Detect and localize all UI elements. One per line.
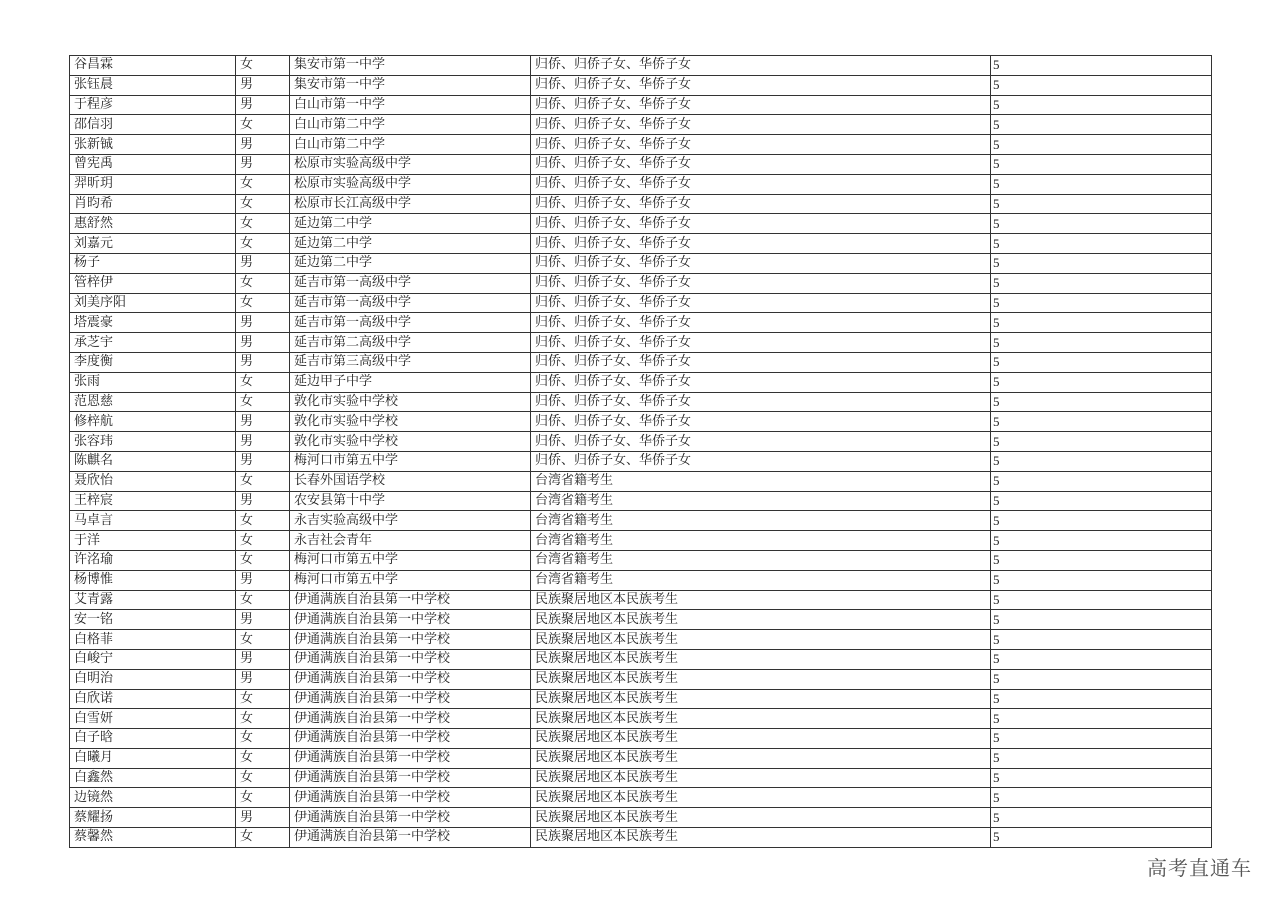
gender-cell: 女 <box>236 392 290 412</box>
name-cell: 塔震豪 <box>70 313 236 333</box>
school-cell: 伊通满族自治县第一中学校 <box>290 808 531 828</box>
table-row <box>70 768 1212 788</box>
school-cell: 伊通满族自治县第一中学校 <box>290 590 531 610</box>
name-cell: 艾青露 <box>70 590 236 610</box>
table-row <box>70 689 1212 709</box>
table-row <box>70 412 1212 432</box>
score-cell: 5 <box>991 352 1212 372</box>
gender-cell: 男 <box>236 313 290 333</box>
category-cell: 民族聚居地区本民族考生 <box>531 729 991 749</box>
score-cell: 5 <box>991 570 1212 590</box>
gender-cell: 女 <box>236 788 290 808</box>
school-cell: 集安市第一中学 <box>290 75 531 95</box>
gender-cell: 女 <box>236 828 290 848</box>
category-cell: 归侨、归侨子女、华侨子女 <box>531 372 991 392</box>
school-cell: 敦化市实验中学校 <box>290 412 531 432</box>
name-cell: 白峻宁 <box>70 649 236 669</box>
name-cell: 许洺瑜 <box>70 550 236 570</box>
school-cell: 延边第二中学 <box>290 214 531 234</box>
table-row <box>70 194 1212 214</box>
school-cell: 延吉市第一高级中学 <box>290 313 531 333</box>
table-row <box>70 333 1212 353</box>
school-cell: 伊通满族自治县第一中学校 <box>290 768 531 788</box>
category-cell: 民族聚居地区本民族考生 <box>531 649 991 669</box>
name-cell: 聂欣怡 <box>70 471 236 491</box>
name-cell: 曾宪禹 <box>70 154 236 174</box>
score-cell: 5 <box>991 313 1212 333</box>
school-cell: 白山市第二中学 <box>290 135 531 155</box>
gender-cell: 女 <box>236 531 290 551</box>
category-cell: 归侨、归侨子女、华侨子女 <box>531 234 991 254</box>
school-cell: 伊通满族自治县第一中学校 <box>290 748 531 768</box>
score-cell: 5 <box>991 194 1212 214</box>
table-row <box>70 214 1212 234</box>
gender-cell: 女 <box>236 214 290 234</box>
name-cell: 张新铖 <box>70 135 236 155</box>
name-cell: 白格菲 <box>70 630 236 650</box>
category-cell: 台湾省籍考生 <box>531 491 991 511</box>
category-cell: 归侨、归侨子女、华侨子女 <box>531 56 991 76</box>
gender-cell: 男 <box>236 333 290 353</box>
school-cell: 敦化市实验中学校 <box>290 392 531 412</box>
category-cell: 民族聚居地区本民族考生 <box>531 709 991 729</box>
school-cell: 延边甲子中学 <box>290 372 531 392</box>
name-cell: 于洋 <box>70 531 236 551</box>
name-cell: 白雪妍 <box>70 709 236 729</box>
table-row <box>70 313 1212 333</box>
table-row <box>70 669 1212 689</box>
school-cell: 延边第二中学 <box>290 234 531 254</box>
name-cell: 刘美序阳 <box>70 293 236 313</box>
school-cell: 伊通满族自治县第一中学校 <box>290 788 531 808</box>
school-cell: 延边第二中学 <box>290 253 531 273</box>
name-cell: 杨子 <box>70 253 236 273</box>
name-cell: 安一铭 <box>70 610 236 630</box>
gender-cell: 女 <box>236 174 290 194</box>
school-cell: 伊通满族自治县第一中学校 <box>290 630 531 650</box>
gender-cell: 女 <box>236 372 290 392</box>
category-cell: 归侨、归侨子女、华侨子女 <box>531 75 991 95</box>
category-cell: 归侨、归侨子女、华侨子女 <box>531 293 991 313</box>
name-cell: 边镜然 <box>70 788 236 808</box>
school-cell: 伊通满族自治县第一中学校 <box>290 689 531 709</box>
name-cell: 李度衡 <box>70 352 236 372</box>
gender-cell: 女 <box>236 689 290 709</box>
category-cell: 归侨、归侨子女、华侨子女 <box>531 432 991 452</box>
table-row <box>70 511 1212 531</box>
score-cell: 5 <box>991 214 1212 234</box>
table-row <box>70 115 1212 135</box>
table-row <box>70 709 1212 729</box>
table-row <box>70 432 1212 452</box>
gender-cell: 男 <box>236 95 290 115</box>
gender-cell: 女 <box>236 768 290 788</box>
score-cell: 5 <box>991 610 1212 630</box>
gender-cell: 男 <box>236 412 290 432</box>
table-row <box>70 748 1212 768</box>
name-cell: 邵信羽 <box>70 115 236 135</box>
school-cell: 长春外国语学校 <box>290 471 531 491</box>
name-cell: 张钰晨 <box>70 75 236 95</box>
school-cell: 伊通满族自治县第一中学校 <box>290 669 531 689</box>
gender-cell: 女 <box>236 234 290 254</box>
category-cell: 归侨、归侨子女、华侨子女 <box>531 451 991 471</box>
gender-cell: 男 <box>236 451 290 471</box>
gender-cell: 男 <box>236 491 290 511</box>
gender-cell: 男 <box>236 154 290 174</box>
school-cell: 白山市第一中学 <box>290 95 531 115</box>
school-cell: 集安市第一中学 <box>290 56 531 76</box>
score-cell: 5 <box>991 135 1212 155</box>
category-cell: 民族聚居地区本民族考生 <box>531 768 991 788</box>
gender-cell: 女 <box>236 273 290 293</box>
gender-cell: 女 <box>236 56 290 76</box>
gender-cell: 女 <box>236 630 290 650</box>
score-cell: 5 <box>991 392 1212 412</box>
category-cell: 归侨、归侨子女、华侨子女 <box>531 174 991 194</box>
score-cell: 5 <box>991 689 1212 709</box>
category-cell: 民族聚居地区本民族考生 <box>531 630 991 650</box>
score-cell: 5 <box>991 669 1212 689</box>
name-cell: 白子晗 <box>70 729 236 749</box>
gender-cell: 男 <box>236 253 290 273</box>
school-cell: 延吉市第一高级中学 <box>290 293 531 313</box>
gender-cell: 女 <box>236 194 290 214</box>
score-cell: 5 <box>991 75 1212 95</box>
category-cell: 民族聚居地区本民族考生 <box>531 748 991 768</box>
gender-cell: 女 <box>236 471 290 491</box>
school-cell: 伊通满族自治县第一中学校 <box>290 709 531 729</box>
school-cell: 敦化市实验中学校 <box>290 432 531 452</box>
score-cell: 5 <box>991 828 1212 848</box>
school-cell: 永吉社会青年 <box>290 531 531 551</box>
table-row <box>70 729 1212 749</box>
school-cell: 梅河口市第五中学 <box>290 570 531 590</box>
name-cell: 于程彦 <box>70 95 236 115</box>
school-cell: 梅河口市第五中学 <box>290 550 531 570</box>
category-cell: 归侨、归侨子女、华侨子女 <box>531 273 991 293</box>
table-row <box>70 293 1212 313</box>
category-cell: 民族聚居地区本民族考生 <box>531 808 991 828</box>
name-cell: 杨博惟 <box>70 570 236 590</box>
table-row <box>70 154 1212 174</box>
table-row <box>70 352 1212 372</box>
score-cell: 5 <box>991 154 1212 174</box>
candidate-table-body <box>70 56 1212 848</box>
category-cell: 归侨、归侨子女、华侨子女 <box>531 392 991 412</box>
score-cell: 5 <box>991 630 1212 650</box>
gender-cell: 女 <box>236 115 290 135</box>
gender-cell: 男 <box>236 432 290 452</box>
table-row <box>70 630 1212 650</box>
table-row <box>70 253 1212 273</box>
name-cell: 刘嘉元 <box>70 234 236 254</box>
school-cell: 伊通满族自治县第一中学校 <box>290 610 531 630</box>
watermark-text: 高考直通车 <box>1147 856 1252 880</box>
name-cell: 张雨 <box>70 372 236 392</box>
name-cell: 蔡耀扬 <box>70 808 236 828</box>
table-row <box>70 392 1212 412</box>
table-row <box>70 273 1212 293</box>
score-cell: 5 <box>991 372 1212 392</box>
category-cell: 归侨、归侨子女、华侨子女 <box>531 135 991 155</box>
gender-cell: 男 <box>236 610 290 630</box>
table-row <box>70 135 1212 155</box>
category-cell: 归侨、归侨子女、华侨子女 <box>531 412 991 432</box>
table-row <box>70 649 1212 669</box>
category-cell: 民族聚居地区本民族考生 <box>531 828 991 848</box>
school-cell: 延吉市第二高级中学 <box>290 333 531 353</box>
name-cell: 羿昕玥 <box>70 174 236 194</box>
gender-cell: 女 <box>236 293 290 313</box>
category-cell: 归侨、归侨子女、华侨子女 <box>531 194 991 214</box>
name-cell: 蔡馨然 <box>70 828 236 848</box>
category-cell: 归侨、归侨子女、华侨子女 <box>531 253 991 273</box>
category-cell: 民族聚居地区本民族考生 <box>531 788 991 808</box>
score-cell: 5 <box>991 253 1212 273</box>
score-cell: 5 <box>991 234 1212 254</box>
table-row <box>70 570 1212 590</box>
school-cell: 松原市实验高级中学 <box>290 154 531 174</box>
category-cell: 台湾省籍考生 <box>531 511 991 531</box>
category-cell: 归侨、归侨子女、华侨子女 <box>531 154 991 174</box>
school-cell: 伊通满族自治县第一中学校 <box>290 729 531 749</box>
score-cell: 5 <box>991 333 1212 353</box>
school-cell: 延吉市第三高级中学 <box>290 352 531 372</box>
school-cell: 永吉实验高级中学 <box>290 511 531 531</box>
table-row <box>70 234 1212 254</box>
score-cell: 5 <box>991 550 1212 570</box>
school-cell: 梅河口市第五中学 <box>290 451 531 471</box>
category-cell: 归侨、归侨子女、华侨子女 <box>531 352 991 372</box>
category-cell: 台湾省籍考生 <box>531 531 991 551</box>
score-cell: 5 <box>991 273 1212 293</box>
name-cell: 承芝宇 <box>70 333 236 353</box>
score-cell: 5 <box>991 412 1212 432</box>
name-cell: 惠舒然 <box>70 214 236 234</box>
candidate-table <box>69 55 1212 848</box>
score-cell: 5 <box>991 590 1212 610</box>
score-cell: 5 <box>991 95 1212 115</box>
gender-cell: 女 <box>236 590 290 610</box>
name-cell: 管梓伊 <box>70 273 236 293</box>
gender-cell: 女 <box>236 511 290 531</box>
table-row <box>70 451 1212 471</box>
gender-cell: 女 <box>236 709 290 729</box>
score-cell: 5 <box>991 174 1212 194</box>
category-cell: 台湾省籍考生 <box>531 471 991 491</box>
category-cell: 台湾省籍考生 <box>531 550 991 570</box>
table-row <box>70 590 1212 610</box>
score-cell: 5 <box>991 471 1212 491</box>
gender-cell: 女 <box>236 748 290 768</box>
category-cell: 归侨、归侨子女、华侨子女 <box>531 333 991 353</box>
name-cell: 修梓航 <box>70 412 236 432</box>
category-cell: 归侨、归侨子女、华侨子女 <box>531 214 991 234</box>
score-cell: 5 <box>991 808 1212 828</box>
table-row <box>70 491 1212 511</box>
table-row <box>70 808 1212 828</box>
score-cell: 5 <box>991 768 1212 788</box>
table-row <box>70 788 1212 808</box>
table-row <box>70 550 1212 570</box>
table-row <box>70 95 1212 115</box>
table-row <box>70 56 1212 76</box>
table-row <box>70 828 1212 848</box>
score-cell: 5 <box>991 293 1212 313</box>
table-row <box>70 610 1212 630</box>
score-cell: 5 <box>991 788 1212 808</box>
score-cell: 5 <box>991 491 1212 511</box>
name-cell: 白欣诺 <box>70 689 236 709</box>
score-cell: 5 <box>991 451 1212 471</box>
name-cell: 张容玮 <box>70 432 236 452</box>
table-row <box>70 471 1212 491</box>
score-cell: 5 <box>991 729 1212 749</box>
category-cell: 归侨、归侨子女、华侨子女 <box>531 95 991 115</box>
score-cell: 5 <box>991 56 1212 76</box>
gender-cell: 男 <box>236 570 290 590</box>
name-cell: 白曦月 <box>70 748 236 768</box>
gender-cell: 男 <box>236 352 290 372</box>
table-row <box>70 372 1212 392</box>
category-cell: 民族聚居地区本民族考生 <box>531 590 991 610</box>
category-cell: 归侨、归侨子女、华侨子女 <box>531 313 991 333</box>
gender-cell: 男 <box>236 808 290 828</box>
gender-cell: 男 <box>236 75 290 95</box>
school-cell: 伊通满族自治县第一中学校 <box>290 828 531 848</box>
score-cell: 5 <box>991 115 1212 135</box>
score-cell: 5 <box>991 511 1212 531</box>
name-cell: 白明治 <box>70 669 236 689</box>
name-cell: 马卓言 <box>70 511 236 531</box>
table-row <box>70 531 1212 551</box>
gender-cell: 女 <box>236 550 290 570</box>
school-cell: 延吉市第一高级中学 <box>290 273 531 293</box>
category-cell: 民族聚居地区本民族考生 <box>531 610 991 630</box>
gender-cell: 男 <box>236 135 290 155</box>
gender-cell: 男 <box>236 649 290 669</box>
school-cell: 松原市实验高级中学 <box>290 174 531 194</box>
table-row <box>70 174 1212 194</box>
category-cell: 归侨、归侨子女、华侨子女 <box>531 115 991 135</box>
school-cell: 伊通满族自治县第一中学校 <box>290 649 531 669</box>
name-cell: 陈麒名 <box>70 451 236 471</box>
score-cell: 5 <box>991 432 1212 452</box>
category-cell: 民族聚居地区本民族考生 <box>531 689 991 709</box>
name-cell: 王梓宸 <box>70 491 236 511</box>
school-cell: 农安县第十中学 <box>290 491 531 511</box>
table-row <box>70 75 1212 95</box>
score-cell: 5 <box>991 649 1212 669</box>
gender-cell: 女 <box>236 729 290 749</box>
name-cell: 肖昀希 <box>70 194 236 214</box>
name-cell: 白鑫然 <box>70 768 236 788</box>
school-cell: 白山市第二中学 <box>290 115 531 135</box>
category-cell: 台湾省籍考生 <box>531 570 991 590</box>
score-cell: 5 <box>991 531 1212 551</box>
name-cell: 谷昌霖 <box>70 56 236 76</box>
score-cell: 5 <box>991 709 1212 729</box>
school-cell: 松原市长江高级中学 <box>290 194 531 214</box>
category-cell: 民族聚居地区本民族考生 <box>531 669 991 689</box>
gender-cell: 男 <box>236 669 290 689</box>
score-cell: 5 <box>991 748 1212 768</box>
name-cell: 范恩慈 <box>70 392 236 412</box>
